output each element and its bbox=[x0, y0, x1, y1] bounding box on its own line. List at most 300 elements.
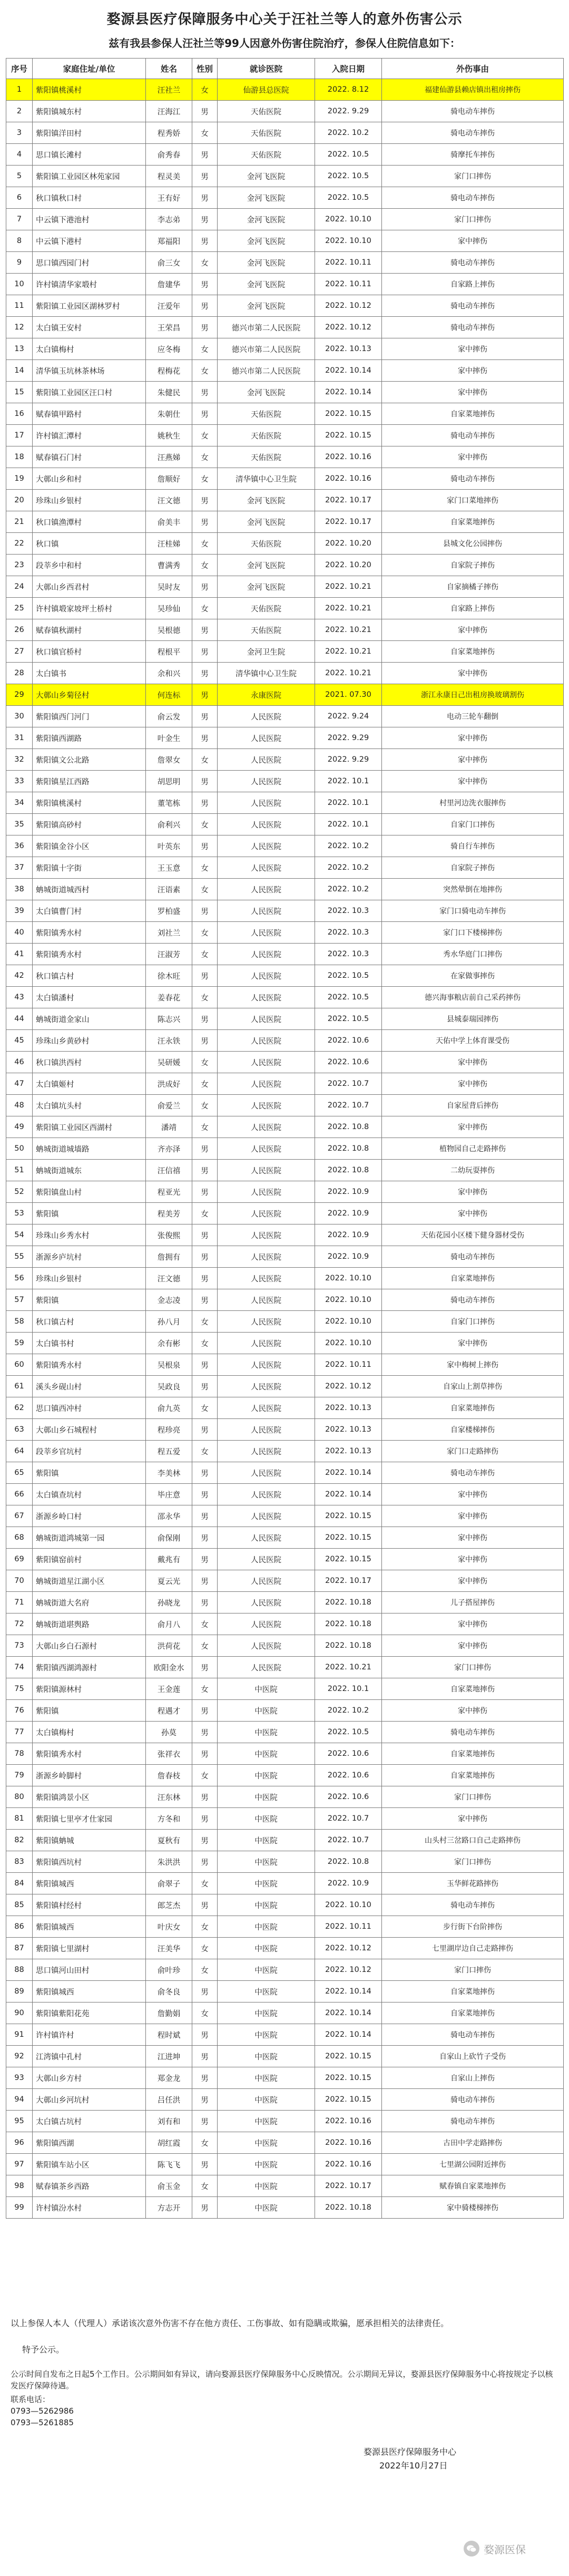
cell-hospital: 人民医院 bbox=[218, 857, 315, 879]
cell-hospital: 人民医院 bbox=[218, 1289, 315, 1311]
cell-sex: 女 bbox=[192, 338, 218, 360]
cell-name: 俞翠子 bbox=[146, 1873, 192, 1894]
cell-hospital: 金河飞医院 bbox=[218, 166, 315, 187]
cell-name: 郎芝杰 bbox=[146, 1894, 192, 1916]
cell-sex: 女 bbox=[192, 944, 218, 965]
cell-admit-date: 2022. 10.9 bbox=[315, 1224, 382, 1246]
cell-no: 87 bbox=[6, 1938, 33, 1959]
table-row bbox=[6, 1268, 564, 1289]
injury-table-wrap bbox=[6, 58, 563, 2219]
cell-admit-date: 2022. 10.14 bbox=[315, 2024, 382, 2046]
cell-address: 紫阳镇车站小区 bbox=[33, 2154, 146, 2175]
cell-address: 紫阳镇西湖 bbox=[33, 2132, 146, 2154]
cell-admit-date: 2022. 10.12 bbox=[315, 1376, 382, 1397]
table-row bbox=[6, 511, 564, 533]
cell-name: 汪文德 bbox=[146, 490, 192, 511]
cell-admit-date: 2022. 10.13 bbox=[315, 1419, 382, 1441]
cell-address: 紫阳镇盘山村 bbox=[33, 1181, 146, 1203]
cell-admit-date: 2022. 10.14 bbox=[315, 360, 382, 382]
table-row bbox=[6, 1981, 564, 2003]
cell-sex: 男 bbox=[192, 1786, 218, 1808]
cell-name: 余和兴 bbox=[146, 663, 192, 684]
cell-no: 97 bbox=[6, 2154, 33, 2175]
cell-hospital: 天佑医院 bbox=[218, 101, 315, 122]
cell-reason: 骑电动车摔伤 bbox=[382, 1462, 564, 1484]
cell-address: 蚺城街道鸿城第一园 bbox=[33, 1527, 146, 1549]
phone-2: 0793—5261885 bbox=[11, 2418, 74, 2427]
cell-name: 胡红霞 bbox=[146, 2132, 192, 2154]
cell-name: 方志开 bbox=[146, 2197, 192, 2219]
cell-admit-date: 2022. 10.13 bbox=[315, 1397, 382, 1419]
cell-no: 98 bbox=[6, 2175, 33, 2197]
table-row bbox=[6, 727, 564, 749]
cell-address: 紫阳镇 bbox=[33, 1203, 146, 1224]
cell-no: 13 bbox=[6, 338, 33, 360]
table-row bbox=[6, 1678, 564, 1700]
cell-admit-date: 2022. 10.21 bbox=[315, 663, 382, 684]
cell-name: 程珍亮 bbox=[146, 1419, 192, 1441]
cell-admit-date: 2022. 10.17 bbox=[315, 490, 382, 511]
cell-hospital: 中医院 bbox=[218, 1743, 315, 1765]
table-header-row bbox=[6, 59, 564, 79]
cell-reason: 自家门口摔伤 bbox=[382, 1311, 564, 1333]
cell-sex: 男 bbox=[192, 1354, 218, 1376]
cell-admit-date: 2022. 9.29 bbox=[315, 101, 382, 122]
cell-address: 浙源乡岭脚村 bbox=[33, 1765, 146, 1786]
cell-admit-date: 2022. 10.7 bbox=[315, 1095, 382, 1116]
cell-hospital: 中医院 bbox=[218, 1959, 315, 1981]
cell-sex: 男 bbox=[192, 1808, 218, 1830]
cell-address: 紫阳镇 bbox=[33, 1700, 146, 1722]
cell-name: 詹顺好 bbox=[146, 468, 192, 490]
cell-admit-date: 2022. 10.12 bbox=[315, 317, 382, 338]
table-row bbox=[6, 1052, 564, 1073]
cell-address: 紫阳镇源林村 bbox=[33, 1678, 146, 1700]
cell-admit-date: 2022. 10.14 bbox=[315, 1462, 382, 1484]
cell-sex: 男 bbox=[192, 1722, 218, 1743]
cell-reason: 自家菜地摔伤 bbox=[382, 1765, 564, 1786]
cell-no: 76 bbox=[6, 1700, 33, 1722]
cell-admit-date: 2022. 10.11 bbox=[315, 1354, 382, 1376]
cell-hospital: 人民医院 bbox=[218, 1073, 315, 1095]
cell-no: 1 bbox=[6, 79, 33, 101]
cell-reason: 儿子搭屋摔伤 bbox=[382, 1592, 564, 1613]
cell-address: 太白镇王安村 bbox=[33, 317, 146, 338]
cell-sex: 女 bbox=[192, 79, 218, 101]
cell-admit-date: 2022. 10.9 bbox=[315, 1203, 382, 1224]
cell-no: 55 bbox=[6, 1246, 33, 1268]
cell-sex: 男 bbox=[192, 727, 218, 749]
table-row bbox=[6, 1765, 564, 1786]
cell-name: 潘靖 bbox=[146, 1116, 192, 1138]
table-row bbox=[6, 274, 564, 295]
cell-name: 吴时友 bbox=[146, 576, 192, 598]
cell-sex: 女 bbox=[192, 1765, 218, 1786]
cell-sex: 男 bbox=[192, 965, 218, 987]
cell-hospital: 金河飞医院 bbox=[218, 511, 315, 533]
cell-address: 紫阳镇鸿景小区 bbox=[33, 1786, 146, 1808]
cell-sex: 女 bbox=[192, 1203, 218, 1224]
cell-address: 紫阳镇高砂村 bbox=[33, 814, 146, 835]
table-row bbox=[6, 230, 564, 252]
table-row bbox=[6, 79, 564, 101]
cell-reason: 自家屋背后摔伤 bbox=[382, 1095, 564, 1116]
table-row bbox=[6, 468, 564, 490]
cell-no: 17 bbox=[6, 425, 33, 446]
cell-no: 35 bbox=[6, 814, 33, 835]
cell-address: 溪头乡砚山村 bbox=[33, 1376, 146, 1397]
table-row bbox=[6, 1397, 564, 1419]
cell-reason: 在家做事摔伤 bbox=[382, 965, 564, 987]
table-row bbox=[6, 166, 564, 187]
cell-reason: 福建仙游县赖店镇出租房摔伤 bbox=[382, 79, 564, 101]
cell-hospital: 金河飞医院 bbox=[218, 187, 315, 209]
cell-hospital: 清华镇中心卫生院 bbox=[218, 663, 315, 684]
cell-name: 汪社兰 bbox=[146, 79, 192, 101]
table-row bbox=[6, 857, 564, 879]
header-admit-date: 入院日期 bbox=[315, 59, 382, 79]
cell-admit-date: 2022. 10.20 bbox=[315, 555, 382, 576]
cell-reason: 家门口摔伤 bbox=[382, 209, 564, 230]
cell-admit-date: 2022. 10.16 bbox=[315, 2132, 382, 2154]
cell-address: 太白镇梅村 bbox=[33, 1722, 146, 1743]
table-row bbox=[6, 1289, 564, 1311]
cell-address: 紫阳镇工业园区林苑家园 bbox=[33, 166, 146, 187]
cell-sex: 男 bbox=[192, 209, 218, 230]
cell-no: 41 bbox=[6, 944, 33, 965]
cell-no: 90 bbox=[6, 2003, 33, 2024]
cell-admit-date: 2022. 10.11 bbox=[315, 1916, 382, 1938]
cell-name: 詹勤娟 bbox=[146, 2003, 192, 2024]
header-hospital: 就诊医院 bbox=[218, 59, 315, 79]
cell-admit-date: 2022. 10.16 bbox=[315, 468, 382, 490]
cell-name: 汪文德 bbox=[146, 1268, 192, 1289]
cell-admit-date: 2022. 10.14 bbox=[315, 382, 382, 403]
cell-reason: 自家菜地摔伤 bbox=[382, 1678, 564, 1700]
cell-sex: 男 bbox=[192, 403, 218, 425]
cell-address: 太白镇书 bbox=[33, 663, 146, 684]
cell-reason: 家中摔伤 bbox=[382, 1484, 564, 1505]
cell-name: 姜春花 bbox=[146, 987, 192, 1008]
cell-reason: 天佑花园小区楼下健身器材受伤 bbox=[382, 1224, 564, 1246]
cell-no: 94 bbox=[6, 2089, 33, 2111]
cell-reason: 自家菜地摔伤 bbox=[382, 403, 564, 425]
cell-reason: 家门口骑电动车摔伤 bbox=[382, 900, 564, 922]
cell-hospital: 仙游县总医院 bbox=[218, 79, 315, 101]
cell-name: 郑福阳 bbox=[146, 230, 192, 252]
cell-address: 紫阳镇窑前村 bbox=[33, 1549, 146, 1570]
cell-sex: 男 bbox=[192, 2111, 218, 2132]
cell-reason: 七里湖公园附近摔伤 bbox=[382, 2154, 564, 2175]
cell-name: 吴根泉 bbox=[146, 1354, 192, 1376]
table-row bbox=[6, 2089, 564, 2111]
cell-address: 紫阳镇秀水村 bbox=[33, 922, 146, 944]
cell-name: 程美芳 bbox=[146, 1203, 192, 1224]
table-row bbox=[6, 1527, 564, 1549]
cell-sex: 男 bbox=[192, 1268, 218, 1289]
cell-hospital: 天佑医院 bbox=[218, 122, 315, 144]
cell-hospital: 人民医院 bbox=[218, 706, 315, 727]
cell-admit-date: 2022. 10.17 bbox=[315, 1570, 382, 1592]
table-row bbox=[6, 382, 564, 403]
cell-address: 思口镇河山田村 bbox=[33, 1959, 146, 1981]
header-name: 姓名 bbox=[146, 59, 192, 79]
cell-hospital: 金河飞医院 bbox=[218, 230, 315, 252]
cell-address: 浙源乡庐坑村 bbox=[33, 1246, 146, 1268]
cell-hospital: 德兴市第二人民医院 bbox=[218, 317, 315, 338]
footer-notice: 特予公示。 bbox=[22, 2345, 65, 2355]
cell-hospital: 人民医院 bbox=[218, 965, 315, 987]
cell-no: 7 bbox=[6, 209, 33, 230]
cell-no: 92 bbox=[6, 2046, 33, 2067]
cell-hospital: 中医院 bbox=[218, 2132, 315, 2154]
cell-admit-date: 2022. 10.13 bbox=[315, 1441, 382, 1462]
cell-name: 董笔栋 bbox=[146, 792, 192, 814]
cell-hospital: 人民医院 bbox=[218, 900, 315, 922]
table-row bbox=[6, 1959, 564, 1981]
table-row bbox=[6, 1419, 564, 1441]
cell-reason: 家中摔伤 bbox=[382, 382, 564, 403]
cell-name: 程遇才 bbox=[146, 1700, 192, 1722]
table-row bbox=[6, 2132, 564, 2154]
cell-admit-date: 2022. 10.12 bbox=[315, 1959, 382, 1981]
cell-reason: 七里湖岸边自己走路摔伤 bbox=[382, 1938, 564, 1959]
cell-address: 太白镇坑头村 bbox=[33, 1095, 146, 1116]
cell-sex: 女 bbox=[192, 2132, 218, 2154]
cell-sex: 女 bbox=[192, 1311, 218, 1333]
cell-name: 孙晓龙 bbox=[146, 1592, 192, 1613]
cell-hospital: 天佑医院 bbox=[218, 403, 315, 425]
cell-reason: 县城泰瑞园摔伤 bbox=[382, 1008, 564, 1030]
table-row bbox=[6, 1722, 564, 1743]
cell-name: 汪语素 bbox=[146, 879, 192, 900]
cell-name: 曹满秀 bbox=[146, 555, 192, 576]
table-row bbox=[6, 187, 564, 209]
cell-sex: 男 bbox=[192, 663, 218, 684]
cell-name: 詹建华 bbox=[146, 274, 192, 295]
cell-reason: 德兴海事粮店前自己采药摔伤 bbox=[382, 987, 564, 1008]
cell-name: 俞月八 bbox=[146, 1613, 192, 1635]
cell-hospital: 中医院 bbox=[218, 1981, 315, 2003]
cell-reason: 家中摔伤 bbox=[382, 749, 564, 771]
cell-reason: 家中梅树上摔伤 bbox=[382, 1354, 564, 1376]
cell-no: 46 bbox=[6, 1052, 33, 1073]
cell-admit-date: 2022. 10.10 bbox=[315, 1268, 382, 1289]
cell-address: 紫阳镇七里亭才仕家园 bbox=[33, 1808, 146, 1830]
cell-hospital: 中医院 bbox=[218, 2154, 315, 2175]
cell-address: 大鄣山乡白石源村 bbox=[33, 1635, 146, 1657]
cell-admit-date: 2022. 10.15 bbox=[315, 2089, 382, 2111]
table-row bbox=[6, 1851, 564, 1873]
cell-sex: 女 bbox=[192, 1333, 218, 1354]
cell-sex: 女 bbox=[192, 1052, 218, 1073]
table-row bbox=[6, 900, 564, 922]
cell-hospital: 人民医院 bbox=[218, 1333, 315, 1354]
table-row bbox=[6, 1505, 564, 1527]
cell-admit-date: 2022. 10.17 bbox=[315, 511, 382, 533]
cell-no: 10 bbox=[6, 274, 33, 295]
cell-admit-date: 2022. 10.2 bbox=[315, 857, 382, 879]
table-row bbox=[6, 490, 564, 511]
table-body bbox=[6, 79, 564, 2219]
cell-sex: 男 bbox=[192, 230, 218, 252]
cell-sex: 男 bbox=[192, 2046, 218, 2067]
cell-no: 77 bbox=[6, 1722, 33, 1743]
cell-admit-date: 2022. 10.2 bbox=[315, 122, 382, 144]
cell-no: 82 bbox=[6, 1830, 33, 1851]
cell-no: 61 bbox=[6, 1376, 33, 1397]
table-row bbox=[6, 1894, 564, 1916]
cell-name: 吴研媛 bbox=[146, 1052, 192, 1073]
cell-hospital: 人民医院 bbox=[218, 879, 315, 900]
cell-address: 蚺城街道星江湖小区 bbox=[33, 1570, 146, 1592]
cell-name: 汪美华 bbox=[146, 1938, 192, 1959]
cell-admit-date: 2022. 10.1 bbox=[315, 814, 382, 835]
cell-address: 大鄣山乡菊径村 bbox=[33, 684, 146, 706]
cell-sex: 男 bbox=[192, 1138, 218, 1160]
cell-no: 91 bbox=[6, 2024, 33, 2046]
table-row bbox=[6, 792, 564, 814]
cell-reason: 骑电动车摔伤 bbox=[382, 2111, 564, 2132]
cell-admit-date: 2022. 10.20 bbox=[315, 533, 382, 555]
cell-hospital: 中医院 bbox=[218, 1830, 315, 1851]
cell-admit-date: 2022. 10.3 bbox=[315, 900, 382, 922]
table-row bbox=[6, 2154, 564, 2175]
cell-sex: 男 bbox=[192, 144, 218, 166]
table-row bbox=[6, 2046, 564, 2067]
cell-name: 程亚光 bbox=[146, 1181, 192, 1203]
page-title: 婺源县医疗保障服务中心关于汪社兰等人的意外伤害公示 bbox=[106, 12, 463, 27]
table-row bbox=[6, 1830, 564, 1851]
cell-admit-date: 2022. 10.7 bbox=[315, 1830, 382, 1851]
cell-sex: 男 bbox=[192, 1419, 218, 1441]
cell-no: 84 bbox=[6, 1873, 33, 1894]
cell-reason: 骑电动车摔伤 bbox=[382, 2024, 564, 2046]
cell-admit-date: 2022. 10.5 bbox=[315, 965, 382, 987]
cell-reason: 二幼玩耍摔伤 bbox=[382, 1160, 564, 1181]
cell-hospital: 中医院 bbox=[218, 1808, 315, 1830]
cell-reason: 骑电动车摔伤 bbox=[382, 1289, 564, 1311]
cell-name: 夏秋有 bbox=[146, 1830, 192, 1851]
cell-admit-date: 2022. 10.5 bbox=[315, 144, 382, 166]
cell-hospital: 金河飞医院 bbox=[218, 209, 315, 230]
cell-reason: 家中摔伤 bbox=[382, 1073, 564, 1095]
table-row bbox=[6, 1916, 564, 1938]
cell-name: 朱洪洪 bbox=[146, 1851, 192, 1873]
cell-address: 赋春镇秋湖村 bbox=[33, 619, 146, 641]
cell-hospital: 人民医院 bbox=[218, 1441, 315, 1462]
table-row bbox=[6, 771, 564, 792]
cell-admit-date: 2022. 10.6 bbox=[315, 1743, 382, 1765]
cell-sex: 女 bbox=[192, 814, 218, 835]
cell-reason: 步行街下台阶摔伤 bbox=[382, 1916, 564, 1938]
cell-hospital: 人民医院 bbox=[218, 814, 315, 835]
cell-admit-date: 2022. 10.6 bbox=[315, 1786, 382, 1808]
cell-address: 紫阳镇城西 bbox=[33, 1873, 146, 1894]
cell-address: 秋口镇渔潭村 bbox=[33, 511, 146, 533]
table-row bbox=[6, 144, 564, 166]
cell-reason: 家门口摔伤 bbox=[382, 166, 564, 187]
cell-name: 邵永华 bbox=[146, 1505, 192, 1527]
cell-name: 俞美丰 bbox=[146, 511, 192, 533]
footer-org: 婺源县医疗保障服务中心 bbox=[364, 2447, 457, 2457]
cell-no: 65 bbox=[6, 1462, 33, 1484]
table-row bbox=[6, 965, 564, 987]
cell-address: 紫阳镇工业园区湖林罗村 bbox=[33, 295, 146, 317]
cell-admit-date: 2022. 10.15 bbox=[315, 2046, 382, 2067]
table-row bbox=[6, 2067, 564, 2089]
cell-address: 赋春镇石门村 bbox=[33, 446, 146, 468]
cell-admit-date: 2022. 10.5 bbox=[315, 987, 382, 1008]
cell-admit-date: 2022. 10.15 bbox=[315, 2067, 382, 2089]
cell-name: 程灵美 bbox=[146, 166, 192, 187]
cell-address: 蚺城街道城东 bbox=[33, 1160, 146, 1181]
cell-address: 秋口镇秋口村 bbox=[33, 187, 146, 209]
cell-admit-date: 2022. 10.21 bbox=[315, 619, 382, 641]
cell-reason: 自家门口摔伤 bbox=[382, 814, 564, 835]
cell-admit-date: 2022. 9.29 bbox=[315, 727, 382, 749]
table-row bbox=[6, 1311, 564, 1333]
cell-reason: 家中摔伤 bbox=[382, 1570, 564, 1592]
cell-no: 36 bbox=[6, 835, 33, 857]
cell-sex: 男 bbox=[192, 1981, 218, 2003]
cell-sex: 男 bbox=[192, 900, 218, 922]
cell-hospital: 德兴市第二人民医院 bbox=[218, 360, 315, 382]
cell-name: 王有好 bbox=[146, 187, 192, 209]
contact-label: 联系电话： bbox=[11, 2395, 51, 2404]
cell-no: 30 bbox=[6, 706, 33, 727]
cell-no: 80 bbox=[6, 1786, 33, 1808]
cell-reason: 家中摔伤 bbox=[382, 360, 564, 382]
cell-sex: 女 bbox=[192, 425, 218, 446]
cell-hospital: 金河飞医院 bbox=[218, 555, 315, 576]
table-row bbox=[6, 1160, 564, 1181]
cell-sex: 男 bbox=[192, 706, 218, 727]
cell-sex: 男 bbox=[192, 1462, 218, 1484]
cell-hospital: 天佑医院 bbox=[218, 425, 315, 446]
table-row bbox=[6, 1786, 564, 1808]
cell-sex: 女 bbox=[192, 252, 218, 274]
cell-no: 3 bbox=[6, 122, 33, 144]
cell-sex: 男 bbox=[192, 295, 218, 317]
cell-hospital: 人民医院 bbox=[218, 1030, 315, 1052]
cell-sex: 男 bbox=[192, 1505, 218, 1527]
cell-address: 许村镇汇潭村 bbox=[33, 425, 146, 446]
table-row bbox=[6, 1441, 564, 1462]
cell-hospital: 人民医院 bbox=[218, 1008, 315, 1030]
cell-address: 许村镇塅家坡坪土桥村 bbox=[33, 598, 146, 619]
cell-address: 紫阳镇十字街 bbox=[33, 857, 146, 879]
cell-name: 毕庄意 bbox=[146, 1484, 192, 1505]
cell-no: 89 bbox=[6, 1981, 33, 2003]
cell-reason: 自家路上摔伤 bbox=[382, 274, 564, 295]
cell-no: 14 bbox=[6, 360, 33, 382]
table-row bbox=[6, 1376, 564, 1397]
cell-sex: 女 bbox=[192, 2175, 218, 2197]
cell-reason: 家中摔伤 bbox=[382, 338, 564, 360]
cell-no: 27 bbox=[6, 641, 33, 663]
cell-sex: 男 bbox=[192, 1030, 218, 1052]
cell-address: 蚺城街道城墙路 bbox=[33, 1138, 146, 1160]
cell-name: 陈飞飞 bbox=[146, 2154, 192, 2175]
cell-hospital: 中医院 bbox=[218, 1722, 315, 1743]
cell-no: 42 bbox=[6, 965, 33, 987]
cell-sex: 男 bbox=[192, 2197, 218, 2219]
cell-reason: 家中摔伤 bbox=[382, 446, 564, 468]
cell-address: 蚺城街道城西村 bbox=[33, 879, 146, 900]
cell-address: 紫阳镇西门河门 bbox=[33, 706, 146, 727]
cell-hospital: 人民医院 bbox=[218, 1268, 315, 1289]
